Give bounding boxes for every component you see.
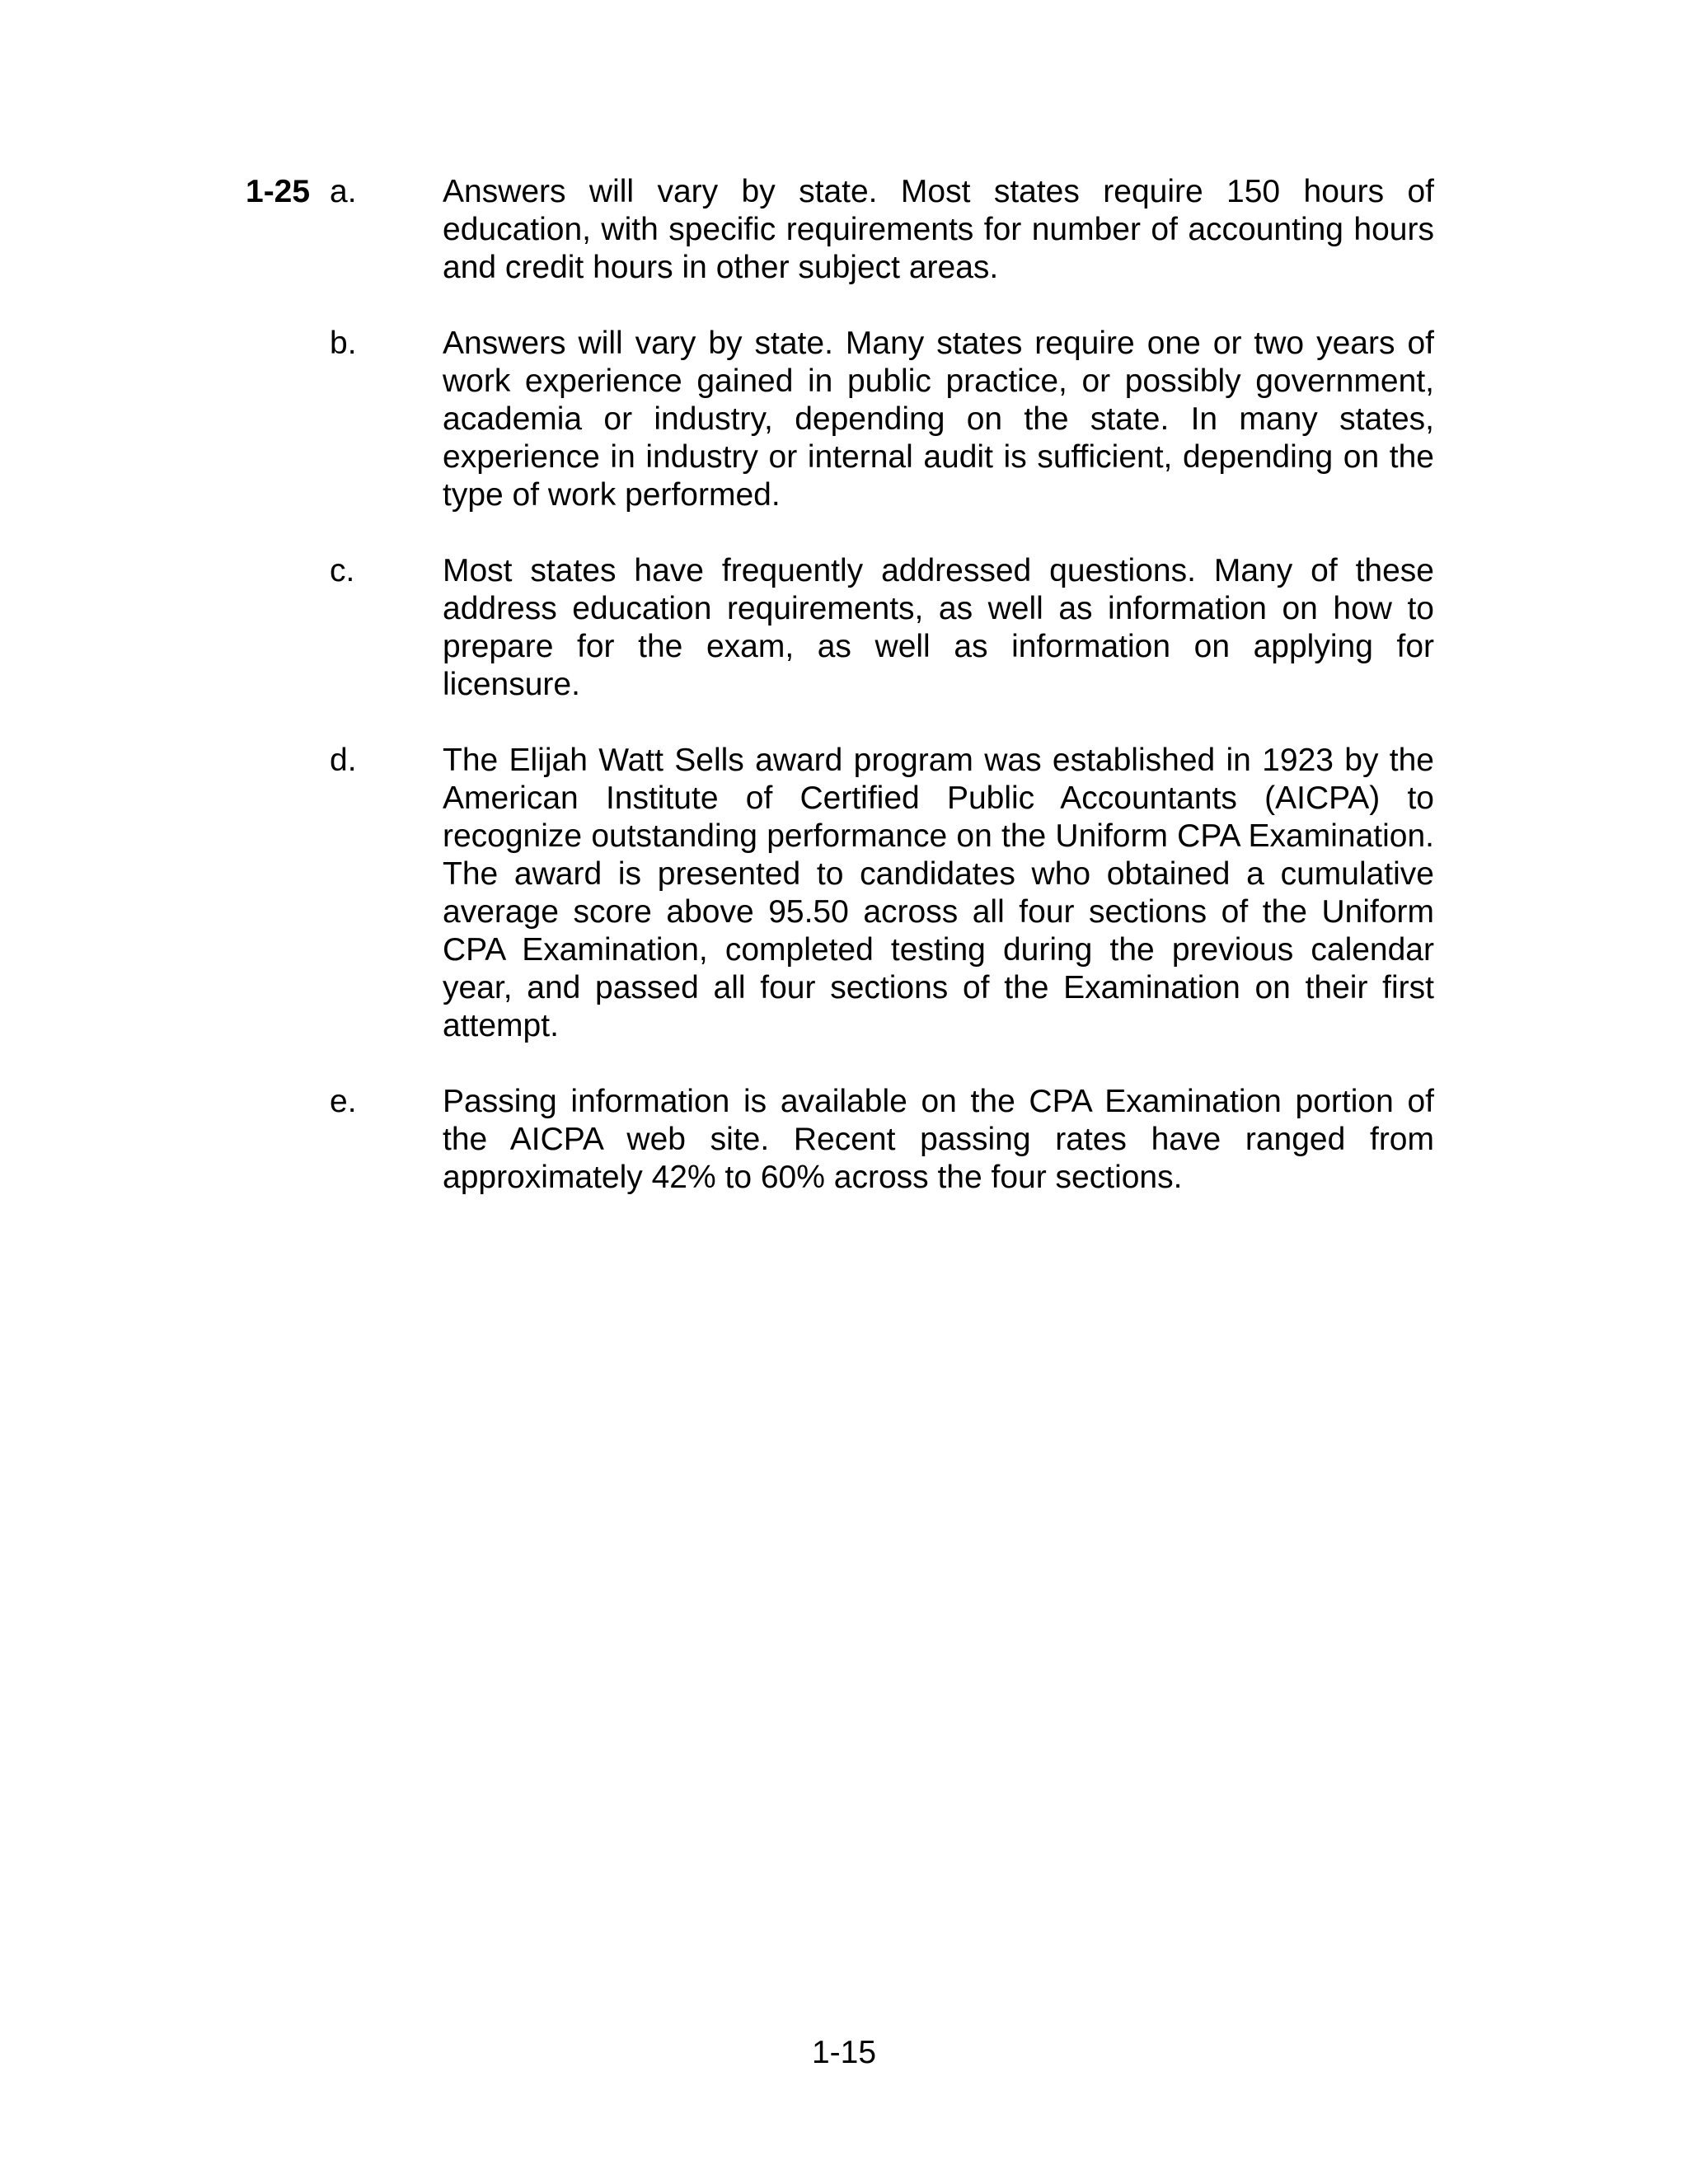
answer-text: Answers will vary by state. Many states require one or two years of work experience gained in public practice, or possibly government, academia or industry, depending on the state. In many states, experience in industry or internal audit is sufficient, depending on the type of work performed. (443, 326, 1434, 513)
answer-item-b (330, 325, 1434, 514)
answer-letter: d. (330, 743, 357, 778)
answer-text: Answers will vary by state. Most states require 150 hours of education, with specific requirements for number of accounting hours and credit hours in other subject areas. (443, 174, 1434, 285)
answer-text: Passing information is available on the CPA Examination portion of the AICPA web site. Recent passing rates have ranged from approximately 42% to 60% across the four sections. (443, 1084, 1434, 1195)
answer-letter: a. (330, 174, 357, 209)
answer-item-d (330, 742, 1434, 1045)
page-number: 1-15 (811, 2035, 877, 2070)
answer-list (330, 173, 1434, 1235)
answer-text: The Elijah Watt Sells award program was established in 1923 by the American Institute of Certified Public Accountants (AICPA) to recognize outstanding performance on the Uniform CPA Examination. The award is presented to candidates who obtained a cumulative average score above 95.50 across all four sections of the Uniform CPA Examination, completed testing during the previous calendar year, and passed all four sections of the Examination on their first attempt. (443, 743, 1434, 1043)
answer-item-a (330, 173, 1434, 287)
answer-letter: e. (330, 1084, 357, 1119)
problem-number: 1-25 (246, 174, 311, 209)
answer-text: Most states have frequently addressed questions. Many of these address education requirements, as well as information on how to prepare for the exam, as well as information on applying for licensure. (443, 553, 1434, 702)
answer-item-c (330, 552, 1434, 704)
answer-letter: c. (330, 553, 355, 588)
answer-letter: b. (330, 326, 357, 361)
answer-item-e (330, 1083, 1434, 1197)
